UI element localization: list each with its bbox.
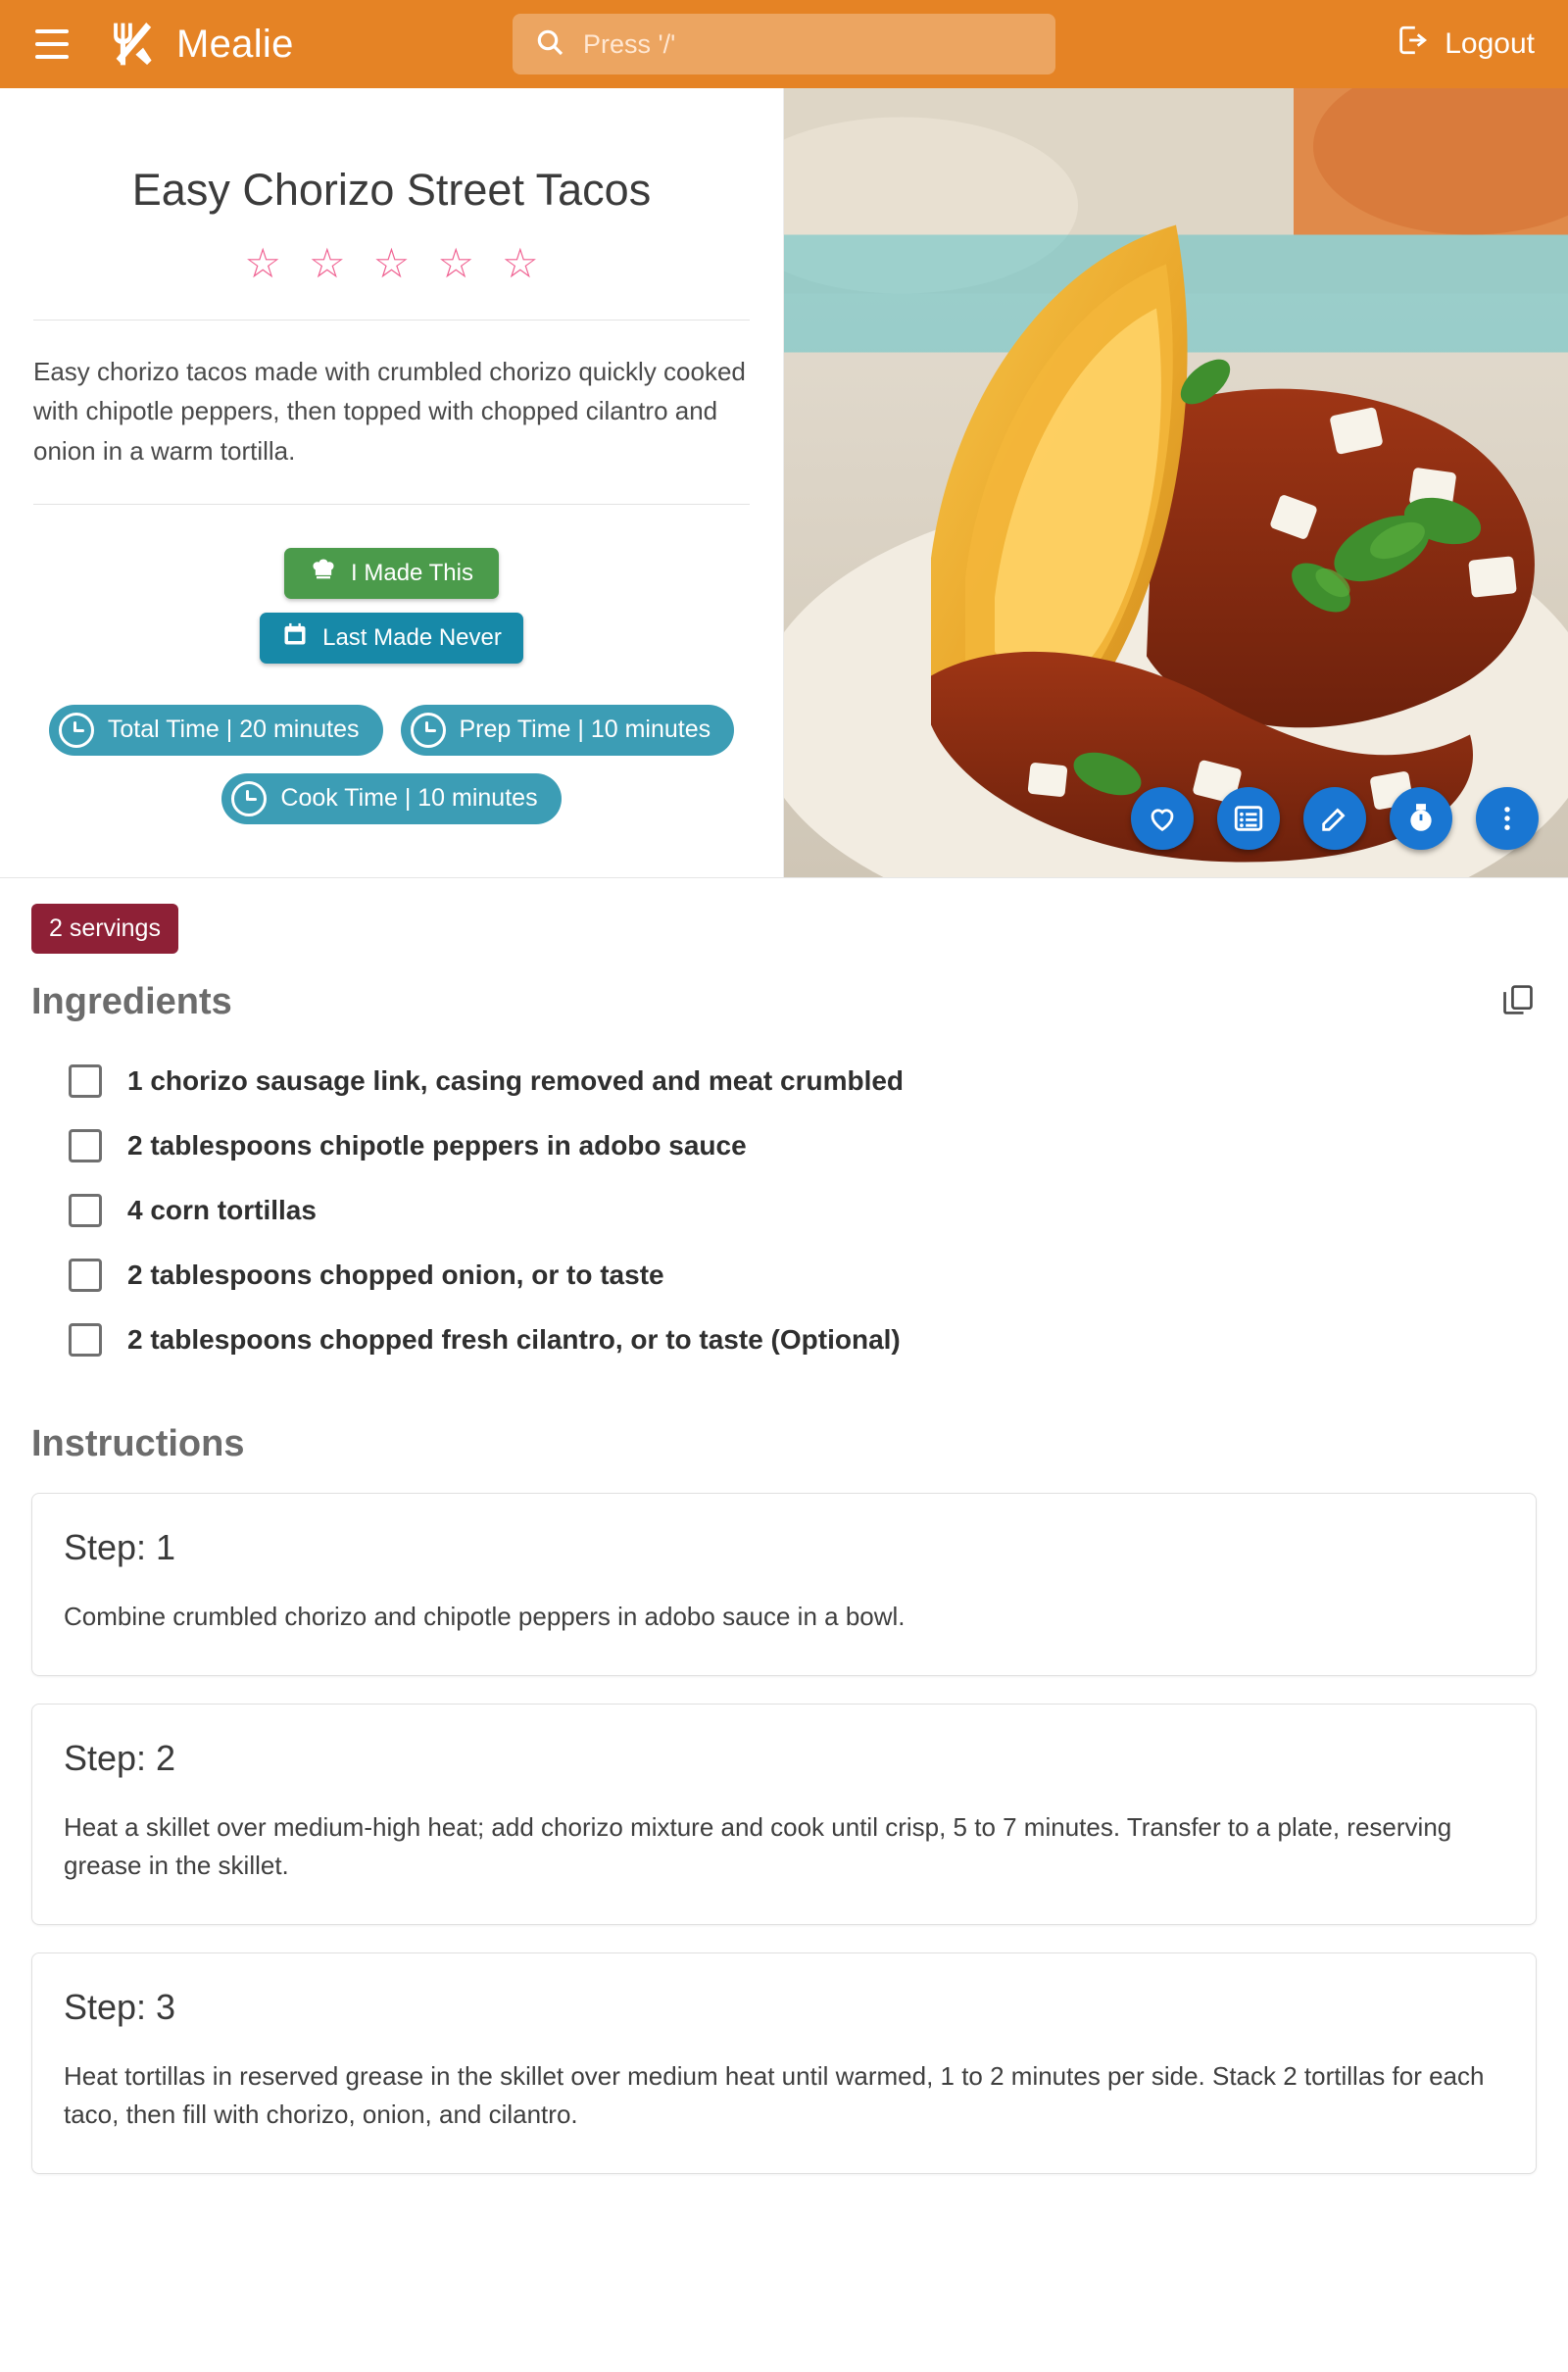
calendar-icon bbox=[281, 620, 309, 655]
list-item[interactable] bbox=[31, 1113, 1537, 1178]
ingredient-checkbox[interactable] bbox=[69, 1064, 102, 1098]
edit-pencil-icon[interactable] bbox=[1303, 787, 1366, 850]
step-text: Heat tortillas in reserved grease in the skillet over medium heat until warmed, 1 to 2 minutes per side. Stack 2 tortillas for each taco, then fill with chorizo, onion, and cilantro. bbox=[64, 2061, 1485, 2129]
star-2[interactable]: ☆ bbox=[309, 240, 346, 286]
app-title: Mealie bbox=[176, 22, 294, 66]
ingredient-label: 4 corn tortillas bbox=[127, 1195, 317, 1225]
step-heading: Step: 1 bbox=[64, 1527, 176, 1567]
instruction-step-card[interactable] bbox=[31, 1704, 1537, 1925]
servings-badge[interactable]: 2 servings bbox=[31, 904, 178, 954]
logout-icon bbox=[1396, 24, 1429, 65]
step-heading: Step: 2 bbox=[64, 1738, 176, 1778]
clock-icon bbox=[231, 781, 267, 816]
i-made-this-button[interactable] bbox=[284, 548, 499, 599]
list-item[interactable] bbox=[31, 1308, 1537, 1372]
hamburger-menu-icon[interactable] bbox=[22, 14, 82, 74]
i-made-this-label: I Made This bbox=[351, 559, 473, 586]
search-icon bbox=[534, 26, 565, 63]
ingredients-list bbox=[31, 1049, 1537, 1372]
prep-time-chip[interactable] bbox=[401, 705, 735, 756]
rating-stars[interactable] bbox=[33, 240, 750, 286]
star-4[interactable]: ☆ bbox=[437, 240, 474, 286]
instructions-heading: Instructions bbox=[31, 1423, 245, 1464]
ingredients-header bbox=[31, 981, 1537, 1023]
made-buttons-group bbox=[33, 548, 750, 664]
recipe-body bbox=[0, 878, 1568, 2213]
step-text: Combine crumbled chorizo and chipotle peppers in adobo sauce in a bowl. bbox=[64, 1602, 906, 1631]
recipe-hero bbox=[0, 88, 1568, 878]
list-item[interactable] bbox=[31, 1178, 1537, 1243]
recipe-image-panel bbox=[784, 88, 1568, 877]
fork-knife-icon bbox=[104, 18, 157, 71]
ingredient-label: 2 tablespoons chopped onion, or to taste bbox=[127, 1260, 664, 1290]
step-text: Heat a skillet over medium-high heat; add chorizo mixture and cook until crisp, 5 to 7 minutes. Transfer to a plate, reserving grease in the skillet. bbox=[64, 1812, 1452, 1880]
ingredient-checkbox[interactable] bbox=[69, 1194, 102, 1227]
prep-time-label: Prep Time | 10 minutes bbox=[459, 716, 711, 744]
cook-time-label: Cook Time | 10 minutes bbox=[280, 784, 538, 813]
last-made-label: Last Made Never bbox=[322, 623, 502, 651]
last-made-button[interactable] bbox=[260, 613, 523, 664]
divider bbox=[33, 320, 750, 321]
ingredient-label: 1 chorizo sausage link, casing removed and meat crumbled bbox=[127, 1065, 905, 1096]
page-title: Easy Chorizo Street Tacos bbox=[131, 165, 652, 215]
ingredient-checkbox[interactable] bbox=[69, 1323, 102, 1357]
instruction-step-card[interactable] bbox=[31, 1493, 1537, 1676]
list-item[interactable] bbox=[31, 1243, 1537, 1308]
recipe-description: Easy chorizo tacos made with crumbled chorizo quickly cooked with chipotle peppers, then topped with chopped cilantro and onion in a warm tortilla. bbox=[33, 357, 746, 466]
total-time-chip[interactable] bbox=[49, 705, 383, 756]
instruction-step-card[interactable] bbox=[31, 1952, 1537, 2174]
logout-label: Logout bbox=[1445, 27, 1535, 60]
divider bbox=[33, 504, 750, 505]
search-box[interactable] bbox=[513, 14, 1055, 74]
more-vertical-icon[interactable] bbox=[1476, 787, 1539, 850]
star-1[interactable]: ☆ bbox=[244, 240, 282, 286]
ingredient-checkbox[interactable] bbox=[69, 1129, 102, 1162]
list-item[interactable] bbox=[31, 1049, 1537, 1113]
clock-icon bbox=[59, 713, 94, 748]
total-time-label: Total Time | 20 minutes bbox=[107, 716, 360, 744]
chef-hat-icon bbox=[310, 556, 337, 590]
ingredients-heading: Ingredients bbox=[31, 981, 232, 1022]
favorite-heart-icon[interactable] bbox=[1131, 787, 1194, 850]
cook-time-chip[interactable] bbox=[221, 773, 561, 824]
search-input[interactable] bbox=[581, 28, 1034, 61]
time-chips-row-2 bbox=[33, 773, 750, 824]
recipe-summary-panel bbox=[0, 88, 784, 877]
ingredient-checkbox[interactable] bbox=[69, 1259, 102, 1292]
time-chips-row bbox=[33, 705, 750, 756]
shopping-list-icon[interactable] bbox=[1217, 787, 1280, 850]
recipe-action-buttons bbox=[1131, 787, 1539, 850]
logout-button[interactable] bbox=[1396, 24, 1535, 65]
ingredient-label: 2 tablespoons chipotle peppers in adobo sauce bbox=[127, 1130, 747, 1161]
recipe-image bbox=[784, 88, 1568, 877]
star-5[interactable]: ☆ bbox=[501, 240, 539, 286]
ingredient-label: 2 tablespoons chopped fresh cilantro, or to taste (Optional) bbox=[127, 1324, 901, 1355]
step-heading: Step: 3 bbox=[64, 1987, 176, 2027]
timer-icon[interactable] bbox=[1390, 787, 1452, 850]
app-bar bbox=[0, 0, 1568, 88]
copy-icon[interactable] bbox=[1499, 981, 1537, 1023]
clock-icon bbox=[411, 713, 446, 748]
star-3[interactable]: ☆ bbox=[372, 240, 411, 286]
